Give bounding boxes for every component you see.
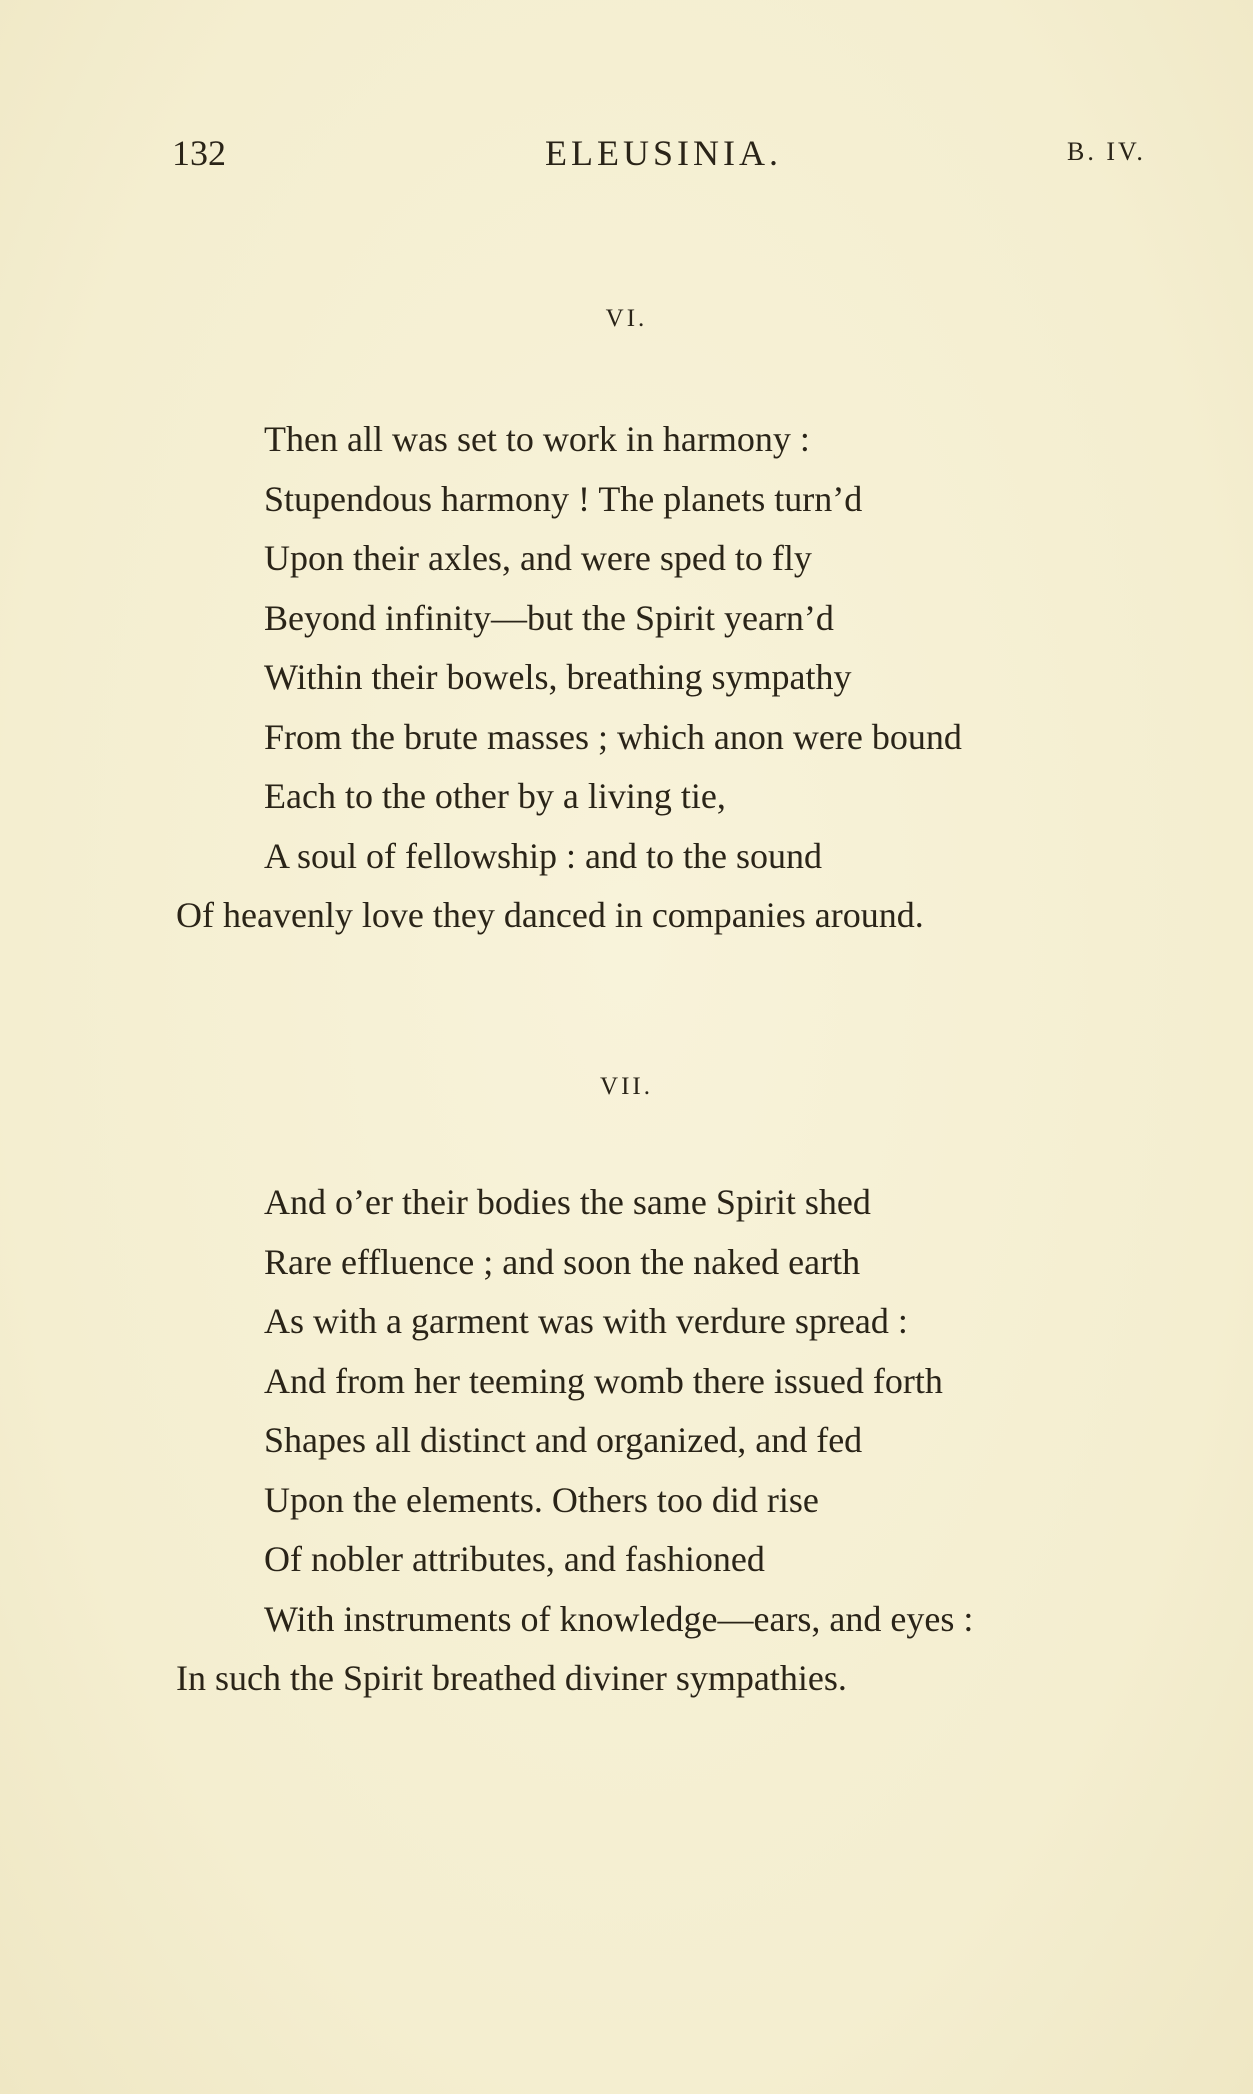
verse-line: From the brute masses ; which anon were bound <box>264 716 962 757</box>
verse-line: As with a garment was with verdure spread : <box>264 1301 908 1341</box>
verse-line: And from her teeming womb there issued forth <box>264 1360 943 1401</box>
verse-line: Within their bowels, breathing sympathy <box>264 657 852 697</box>
running-head <box>172 132 1172 182</box>
verse-line: With instruments of knowledge—ears, and eyes : <box>264 1598 974 1639</box>
verse-line: A soul of fellowship : and to the sound <box>264 835 822 876</box>
running-title: ELEUSINIA. <box>545 133 782 173</box>
verse-line: And o’er their bodies the same Spirit shed <box>264 1182 871 1222</box>
verse-line: Stupendous harmony ! The planets turn’d <box>264 478 863 519</box>
verse-line: Beyond infinity—but the Spirit yearn’d <box>264 597 834 638</box>
verse-line: Shapes all distinct and organized, and fed <box>264 1420 863 1460</box>
verse-line: Rare effluence ; and soon the naked earth <box>264 1241 861 1282</box>
book-reference: B. IV. <box>1067 137 1146 166</box>
verse-line: Upon their axles, and were sped to fly <box>264 538 812 578</box>
verse-line: In such the Spirit breathed diviner sympathies. <box>176 1658 847 1698</box>
verse-line: Of heavenly love they danced in companies around. <box>176 895 924 935</box>
verse-line: Each to the other by a living tie, <box>264 776 726 816</box>
verse-line: Of nobler attributes, and fashioned <box>264 1539 765 1579</box>
page-number: 132 <box>172 133 226 173</box>
verse-line: Upon the elements. Others too did rise <box>264 1479 819 1520</box>
stanza-number: VI. <box>605 305 648 332</box>
verse-line: Then all was set to work in harmony : <box>264 419 810 459</box>
stanza-number: VII. <box>600 1073 653 1100</box>
